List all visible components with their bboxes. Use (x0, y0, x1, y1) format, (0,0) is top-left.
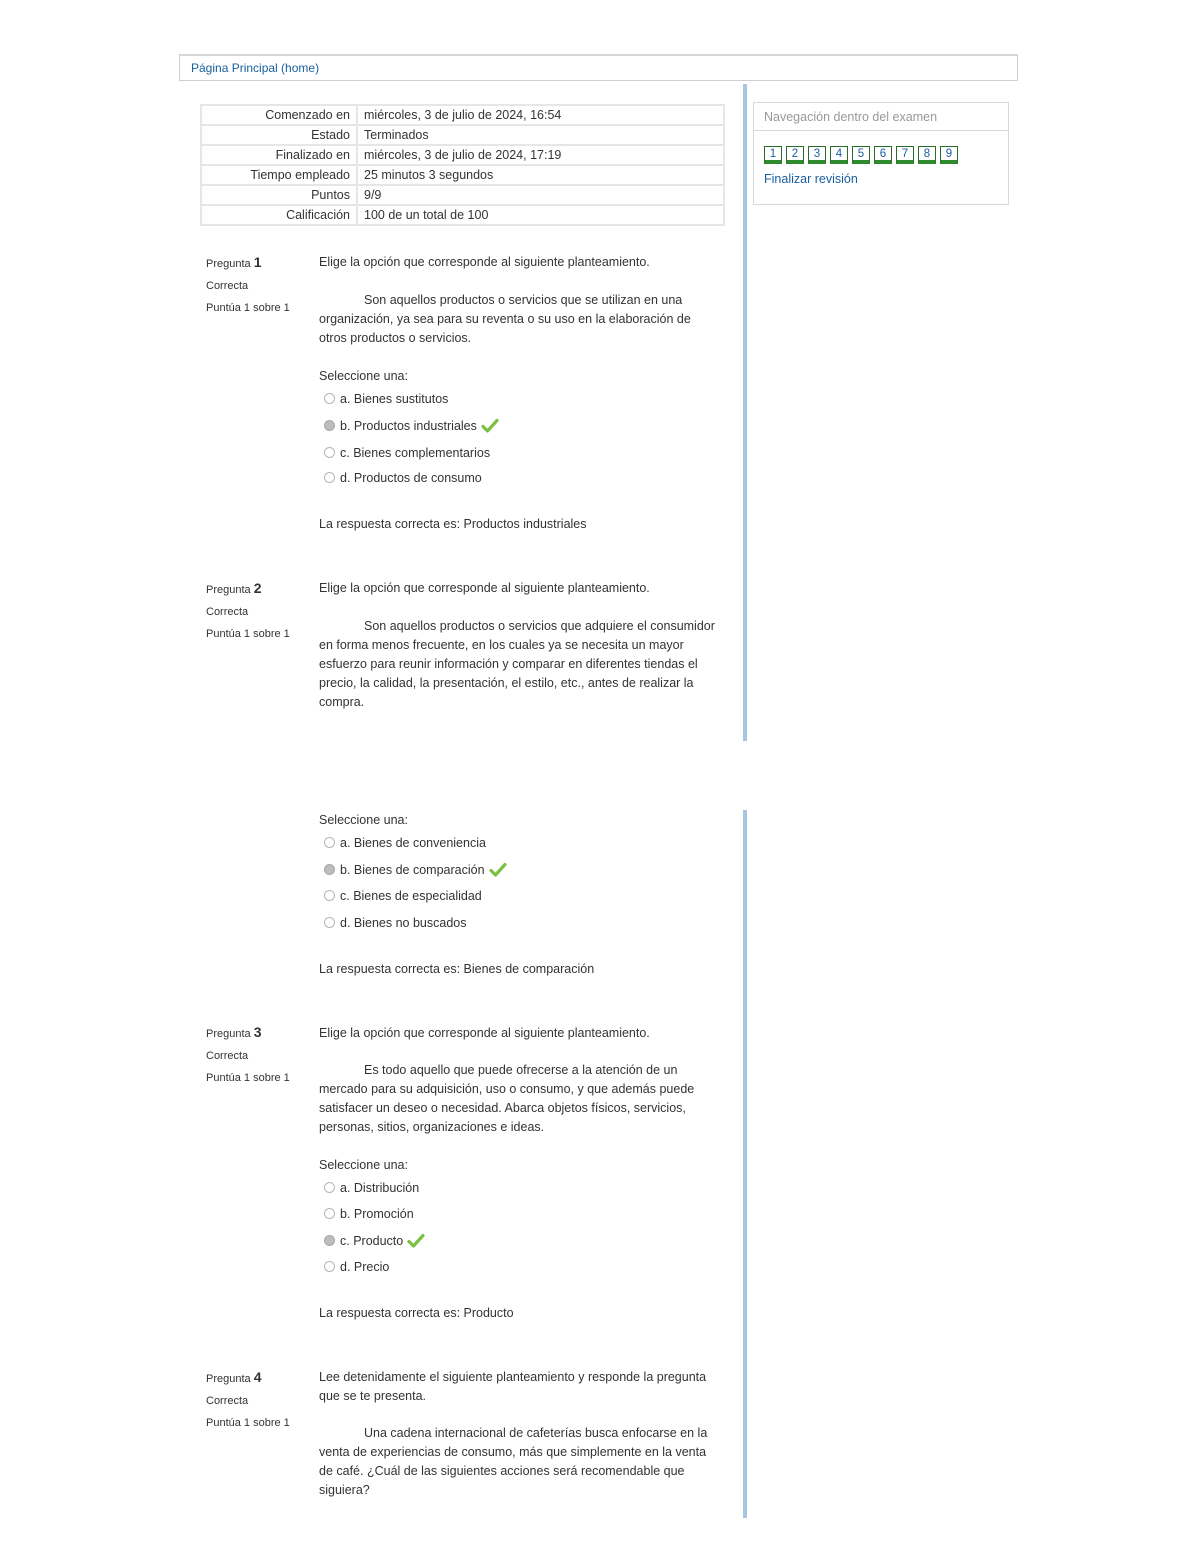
answer-option[interactable] (324, 861, 507, 879)
radio-button[interactable] (324, 1261, 335, 1272)
radio-button-selected[interactable] (324, 420, 335, 431)
question-label: Pregunta (206, 584, 251, 596)
option-label: b. Promoción (340, 1207, 414, 1221)
question-number: 2 (253, 580, 262, 596)
summary-value: miércoles, 3 de julio de 2024, 17:19 (357, 145, 724, 165)
question-status: Correcta (206, 280, 249, 292)
radio-button-selected[interactable] (324, 1235, 335, 1246)
question-score: Puntúa 1 sobre 1 (206, 628, 290, 640)
question-body: Son aquellos productos o servicios que se utilizan en una organización, ya sea para su reventa o su uso en la elaboración de otros productos o servicios. (319, 293, 691, 345)
question-info (206, 251, 290, 319)
summary-label: Finalizado en (201, 145, 357, 165)
question-number: 1 (253, 254, 262, 270)
question-number: 4 (253, 1369, 262, 1385)
radio-button[interactable] (324, 837, 335, 848)
question-body: Son aquellos productos o servicios que adquiere el consumidor en forma menos frecuente, en los cuales ya se necesita un mayor esfuerzo para reunir información y comparar en diferentes tiendas el precio, la calidad, la presentación, el estilo, etc., antes de realizar la compra. (319, 619, 715, 709)
option-label: d. Precio (340, 1260, 390, 1274)
radio-button-selected[interactable] (324, 864, 335, 875)
checkmark-icon (489, 862, 507, 878)
question-nav-button[interactable]: 1 (764, 146, 782, 164)
question-nav-button[interactable]: 4 (830, 146, 848, 164)
answer-option[interactable] (324, 887, 482, 905)
question-prompt: Elige la opción que corresponde al siguiente planteamiento. (319, 1026, 650, 1040)
summary-value: Terminados (357, 125, 724, 145)
summary-label: Puntos (201, 185, 357, 205)
summary-label: Estado (201, 125, 357, 145)
answer-option[interactable] (324, 390, 448, 408)
question-nav-button[interactable]: 2 (786, 146, 804, 164)
question-nav-button[interactable]: 6 (874, 146, 892, 164)
question-nav-button[interactable]: 9 (940, 146, 958, 164)
question-nav-button[interactable]: 7 (896, 146, 914, 164)
correct-answer-feedback: La respuesta correcta es: Bienes de comparación (319, 962, 595, 976)
select-label: Seleccione una: (319, 1158, 408, 1172)
option-label: a. Bienes sustitutos (340, 392, 449, 406)
question-body: Es todo aquello que puede ofrecerse a la atención de un mercado para su adquisición, uso o consumo, y que además puede satisfacer un deseo o necesidad. Abarca objetos físicos, servicios, personas, sitios, organizaciones e ideas. (319, 1063, 695, 1134)
question-prompt: Elige la opción que corresponde al siguiente planteamiento. (319, 581, 650, 595)
question-prompt: Lee detenidamente el siguiente planteamiento y responde la pregunta que se te presenta. (319, 1370, 707, 1403)
column-divider (743, 84, 747, 741)
breadcrumb-home-link[interactable]: Página Principal (home) (191, 61, 320, 75)
question-status: Correcta (206, 1395, 249, 1407)
question-text (319, 1024, 719, 1175)
quiz-navigation-title: Navegación dentro del examen (754, 103, 1008, 131)
summary-row (201, 145, 724, 165)
question-prompt: Elige la opción que corresponde al siguiente planteamiento. (319, 255, 650, 269)
summary-row (201, 165, 724, 185)
summary-value: 25 minutos 3 segundos (357, 165, 724, 185)
radio-button[interactable] (324, 447, 335, 458)
summary-label: Tiempo empleado (201, 165, 357, 185)
question-nav-button[interactable]: 8 (918, 146, 936, 164)
correct-answer-feedback: La respuesta correcta es: Productos industriales (319, 517, 587, 531)
question-score: Puntúa 1 sobre 1 (206, 1072, 290, 1084)
attempt-summary-table (200, 104, 725, 226)
answer-option[interactable] (324, 1232, 425, 1250)
question-score: Puntúa 1 sobre 1 (206, 1417, 290, 1429)
question-label: Pregunta (206, 1028, 251, 1040)
question-score: Puntúa 1 sobre 1 (206, 302, 290, 314)
question-info (206, 1021, 290, 1089)
radio-button[interactable] (324, 890, 335, 901)
question-status: Correcta (206, 606, 249, 618)
finish-review-link[interactable]: Finalizar revisión (764, 172, 858, 186)
select-label: Seleccione una: (319, 369, 408, 383)
checkmark-icon (407, 1233, 425, 1249)
option-label: d. Productos de consumo (340, 471, 482, 485)
question-number: 3 (253, 1024, 262, 1040)
answer-option[interactable] (324, 834, 486, 852)
option-label: a. Bienes de conveniencia (340, 836, 486, 850)
summary-value: miércoles, 3 de julio de 2024, 16:54 (357, 105, 724, 125)
question-status: Correcta (206, 1050, 249, 1062)
summary-value: 9/9 (357, 185, 724, 205)
summary-value: 100 de un total de 100 (357, 205, 724, 225)
option-label: a. Distribución (340, 1181, 420, 1195)
question-info (206, 1366, 290, 1434)
radio-button[interactable] (324, 1182, 335, 1193)
checkmark-icon (481, 418, 499, 434)
summary-row (201, 185, 724, 205)
answer-option[interactable] (324, 444, 490, 462)
option-label: b. Bienes de comparación (340, 863, 485, 877)
answer-option[interactable] (324, 1179, 419, 1197)
breadcrumb (179, 54, 1018, 81)
quiz-navigation (753, 102, 1009, 205)
summary-row (201, 125, 724, 145)
answer-option[interactable] (324, 1205, 414, 1223)
answer-option[interactable] (324, 469, 482, 487)
option-label: c. Bienes complementarios (340, 446, 491, 460)
radio-button[interactable] (324, 917, 335, 928)
question-nav-button[interactable]: 3 (808, 146, 826, 164)
answer-option[interactable] (324, 1258, 389, 1276)
answer-option[interactable] (324, 417, 499, 435)
option-label: b. Productos industriales (340, 419, 477, 433)
option-label: d. Bienes no buscados (340, 916, 467, 930)
question-body: Una cadena internacional de cafeterías busca enfocarse en la venta de experiencias de consumo, más que simplemente en la venta de café. ¿Cuál de las siguientes acciones será recomendable que siguiera? (319, 1426, 708, 1497)
question-text-continued (319, 811, 719, 830)
answer-option[interactable] (324, 914, 466, 932)
radio-button[interactable] (324, 393, 335, 404)
question-label: Pregunta (206, 258, 251, 270)
question-text (319, 253, 719, 386)
radio-button[interactable] (324, 472, 335, 483)
column-divider (743, 810, 747, 1518)
option-label: c. Bienes de especialidad (340, 889, 482, 903)
question-text (319, 579, 719, 712)
select-label: Seleccione una: (319, 813, 408, 827)
question-text (319, 1368, 719, 1500)
summary-row (201, 105, 724, 125)
quiz-navigation-buttons (764, 146, 958, 164)
question-label: Pregunta (206, 1373, 251, 1385)
correct-answer-feedback: La respuesta correcta es: Producto (319, 1306, 514, 1320)
option-label: c. Producto (340, 1234, 404, 1248)
summary-label: Comenzado en (201, 105, 357, 125)
summary-row (201, 205, 724, 225)
radio-button[interactable] (324, 1208, 335, 1219)
question-info (206, 577, 290, 645)
summary-label: Calificación (201, 205, 357, 225)
question-nav-button[interactable]: 5 (852, 146, 870, 164)
